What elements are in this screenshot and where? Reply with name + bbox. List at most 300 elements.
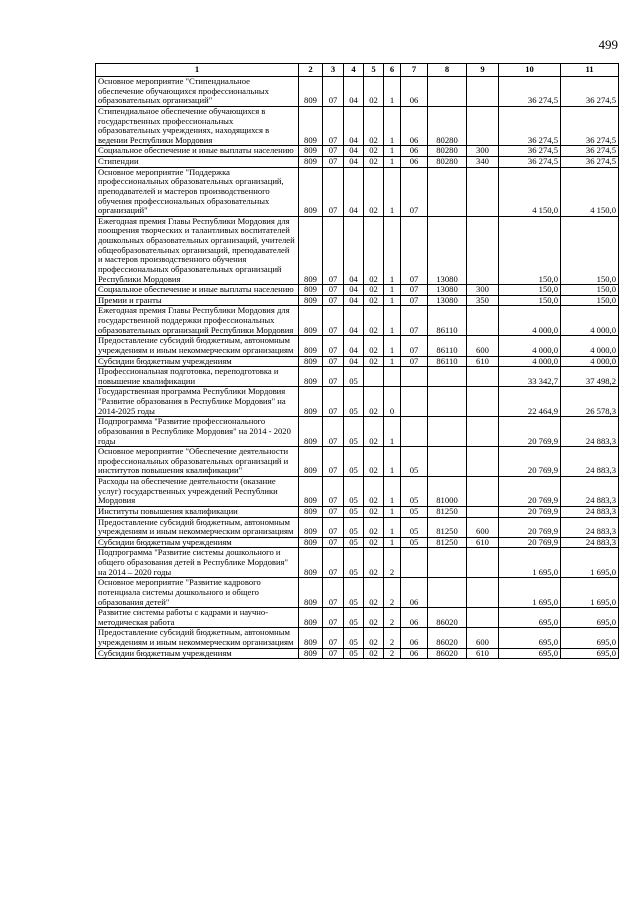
amount-year-1: 4 150,0 [499, 167, 561, 216]
row-name: Институты повышения квалификации [96, 506, 299, 517]
row-name: Субсидии бюджетным учреждениям [96, 537, 299, 548]
code-program: 02 [364, 608, 384, 628]
code-activity: 07 [401, 285, 428, 296]
row-name: Развитие системы работы с кадрами и научно-методическая работа [96, 608, 299, 628]
code-section: 07 [323, 548, 344, 578]
code-subsection: 04 [344, 356, 364, 367]
code-grbs: 809 [299, 608, 323, 628]
table-row [96, 306, 619, 336]
code-expense-type: 300 [467, 285, 499, 296]
code-program: 02 [364, 517, 384, 537]
code-expense-type [467, 417, 499, 447]
row-name: Ежегодная премия Главы Республики Мордовия для поощрения творческих и талантливых воспитателей дошкольных образовательных организаций, учителей общеобразовательных организаций, преподавателей и мастеров производственного обучения профессиональных образовательных организаций Республики Мордовия [96, 216, 299, 284]
code-section: 07 [323, 447, 344, 477]
amount-year-2: 24 883,3 [561, 537, 619, 548]
amount-year-2: 150,0 [561, 285, 619, 296]
code-subsection: 05 [344, 506, 364, 517]
amount-year-1: 36 274,5 [499, 77, 561, 107]
page-number: 499 [598, 37, 618, 52]
code-grbs: 809 [299, 77, 323, 107]
code-subprogram: 1 [384, 77, 401, 107]
code-section: 07 [323, 106, 344, 146]
code-subprogram: 1 [384, 447, 401, 477]
code-subprogram: 2 [384, 578, 401, 608]
code-section: 07 [323, 157, 344, 168]
amount-year-1: 695,0 [499, 628, 561, 648]
amount-year-1: 4 000,0 [499, 336, 561, 356]
code-direction: 81000 [428, 477, 467, 507]
amount-year-2: 36 274,5 [561, 157, 619, 168]
code-grbs: 809 [299, 477, 323, 507]
code-program: 02 [364, 295, 384, 306]
code-subprogram: 1 [384, 336, 401, 356]
row-name: Субсидии бюджетным учреждениям [96, 356, 299, 367]
code-grbs: 809 [299, 295, 323, 306]
amount-year-1: 36 274,5 [499, 106, 561, 146]
table-row [96, 506, 619, 517]
column-header: 9 [467, 64, 499, 77]
code-direction [428, 417, 467, 447]
amount-year-1: 1 695,0 [499, 578, 561, 608]
code-subprogram: 1 [384, 216, 401, 284]
code-subsection: 05 [344, 648, 364, 659]
code-subsection: 04 [344, 167, 364, 216]
code-program: 02 [364, 336, 384, 356]
code-expense-type [467, 506, 499, 517]
code-direction: 86020 [428, 608, 467, 628]
amount-year-2: 24 883,3 [561, 447, 619, 477]
code-expense-type [467, 306, 499, 336]
column-header: 8 [428, 64, 467, 77]
code-expense-type [467, 106, 499, 146]
amount-year-2: 4 000,0 [561, 356, 619, 367]
code-expense-type [467, 77, 499, 107]
column-header: 4 [344, 64, 364, 77]
code-activity: 06 [401, 578, 428, 608]
code-grbs: 809 [299, 167, 323, 216]
amount-year-1: 33 342,7 [499, 367, 561, 387]
table-row [96, 578, 619, 608]
code-grbs: 809 [299, 447, 323, 477]
code-activity: 07 [401, 336, 428, 356]
amount-year-1: 150,0 [499, 216, 561, 284]
code-section: 07 [323, 506, 344, 517]
table-row [96, 157, 619, 168]
code-direction: 80280 [428, 146, 467, 157]
code-activity: 05 [401, 537, 428, 548]
code-section: 07 [323, 295, 344, 306]
code-direction [428, 447, 467, 477]
code-section: 07 [323, 517, 344, 537]
row-name: Подпрограмма "Развитие системы дошкольного и общего образования детей в Республике Мордовия" на 2014 – 2020 годы [96, 548, 299, 578]
code-direction: 86020 [428, 648, 467, 659]
table-row [96, 517, 619, 537]
table-row [96, 356, 619, 367]
amount-year-1: 20 769,9 [499, 537, 561, 548]
code-program: 02 [364, 306, 384, 336]
code-section: 07 [323, 216, 344, 284]
code-grbs: 809 [299, 306, 323, 336]
code-section: 07 [323, 367, 344, 387]
code-section: 07 [323, 356, 344, 367]
code-program: 02 [364, 77, 384, 107]
table-row [96, 417, 619, 447]
code-activity: 05 [401, 447, 428, 477]
code-direction [428, 387, 467, 417]
table-row [96, 77, 619, 107]
amount-year-2: 36 274,5 [561, 146, 619, 157]
code-subprogram: 1 [384, 285, 401, 296]
code-expense-type [467, 216, 499, 284]
code-expense-type [467, 387, 499, 417]
code-program: 02 [364, 648, 384, 659]
code-subsection: 04 [344, 77, 364, 107]
code-direction [428, 548, 467, 578]
amount-year-1: 20 769,9 [499, 417, 561, 447]
code-section: 07 [323, 387, 344, 417]
table-row [96, 477, 619, 507]
code-section: 07 [323, 285, 344, 296]
code-subsection: 05 [344, 578, 364, 608]
row-name: Ежегодная премия Главы Республики Мордовия для государственной поддержки профессиональных образовательных организаций Республики Мордовия [96, 306, 299, 336]
code-subprogram: 2 [384, 628, 401, 648]
code-expense-type [467, 477, 499, 507]
code-direction: 86110 [428, 336, 467, 356]
row-name: Основное мероприятие "Поддержка профессиональных образовательных организаций, преподавателей и мастеров производственного обучения профессиональных образовательных организаций" [96, 167, 299, 216]
code-activity: 06 [401, 608, 428, 628]
code-subprogram: 1 [384, 295, 401, 306]
row-name: Профессиональная подготовка, переподготовка и повышение квалификации [96, 367, 299, 387]
code-section: 07 [323, 608, 344, 628]
column-header: 5 [364, 64, 384, 77]
code-activity: 05 [401, 477, 428, 507]
row-name: Социальное обеспечение и иные выплаты населению [96, 285, 299, 296]
code-direction: 13080 [428, 295, 467, 306]
code-activity: 07 [401, 356, 428, 367]
code-expense-type: 610 [467, 356, 499, 367]
amount-year-2: 37 498,2 [561, 367, 619, 387]
code-subsection: 05 [344, 608, 364, 628]
table-row [96, 608, 619, 628]
code-activity: 06 [401, 628, 428, 648]
amount-year-1: 20 769,9 [499, 447, 561, 477]
amount-year-1: 4 000,0 [499, 306, 561, 336]
code-activity: 06 [401, 106, 428, 146]
amount-year-1: 1 695,0 [499, 548, 561, 578]
amount-year-2: 36 274,5 [561, 77, 619, 107]
amount-year-1: 695,0 [499, 608, 561, 628]
code-activity: 07 [401, 167, 428, 216]
column-header: 11 [561, 64, 619, 77]
row-name: Стипендиальное обеспечение обучающихся в государственных профессиональных образовательных учреждениях, находящихся в ведении Республики Мордовия [96, 106, 299, 146]
table-row [96, 367, 619, 387]
amount-year-2: 24 883,3 [561, 506, 619, 517]
code-grbs: 809 [299, 648, 323, 659]
code-program: 02 [364, 285, 384, 296]
code-expense-type: 340 [467, 157, 499, 168]
table-row [96, 285, 619, 296]
code-expense-type: 600 [467, 336, 499, 356]
amount-year-1: 4 000,0 [499, 356, 561, 367]
code-subprogram: 1 [384, 506, 401, 517]
code-grbs: 809 [299, 517, 323, 537]
budget-table [95, 63, 619, 659]
row-name: Премии и гранты [96, 295, 299, 306]
code-subsection: 04 [344, 157, 364, 168]
code-activity [401, 367, 428, 387]
code-direction: 86020 [428, 628, 467, 648]
code-direction: 80280 [428, 106, 467, 146]
code-section: 07 [323, 477, 344, 507]
code-direction [428, 367, 467, 387]
amount-year-2: 24 883,3 [561, 477, 619, 507]
amount-year-2: 4 000,0 [561, 306, 619, 336]
code-subsection: 04 [344, 295, 364, 306]
table-body [96, 64, 619, 659]
code-activity [401, 417, 428, 447]
code-direction [428, 167, 467, 216]
amount-year-1: 695,0 [499, 648, 561, 659]
code-direction: 81250 [428, 537, 467, 548]
row-name: Субсидии бюджетным учреждениям [96, 648, 299, 659]
amount-year-1: 20 769,9 [499, 477, 561, 507]
amount-year-2: 24 883,3 [561, 517, 619, 537]
table-row [96, 628, 619, 648]
amount-year-2: 150,0 [561, 216, 619, 284]
code-expense-type [467, 367, 499, 387]
code-program: 02 [364, 548, 384, 578]
code-grbs: 809 [299, 336, 323, 356]
code-expense-type: 350 [467, 295, 499, 306]
code-subsection: 04 [344, 306, 364, 336]
row-name: Основное мероприятие "Обеспечение деятельности профессиональных образовательных организаций и институтов повышения квалификации" [96, 447, 299, 477]
code-activity: 07 [401, 306, 428, 336]
code-subprogram: 1 [384, 106, 401, 146]
code-program: 02 [364, 417, 384, 447]
code-activity: 06 [401, 146, 428, 157]
amount-year-2: 26 578,3 [561, 387, 619, 417]
code-subsection: 04 [344, 216, 364, 284]
code-direction: 86110 [428, 356, 467, 367]
code-direction: 13080 [428, 216, 467, 284]
table-row [96, 216, 619, 284]
code-section: 07 [323, 648, 344, 659]
code-subprogram: 1 [384, 477, 401, 507]
code-direction: 81250 [428, 506, 467, 517]
code-subsection: 05 [344, 477, 364, 507]
column-header: 10 [499, 64, 561, 77]
code-activity: 06 [401, 648, 428, 659]
row-name: Государственная программа Республики Мордовия "Развитие образования в Республике Мордовия" на 2014-2025 годы [96, 387, 299, 417]
code-subsection: 04 [344, 146, 364, 157]
code-expense-type [467, 447, 499, 477]
code-grbs: 809 [299, 157, 323, 168]
code-subsection: 04 [344, 106, 364, 146]
code-program: 02 [364, 356, 384, 367]
code-expense-type [467, 608, 499, 628]
code-activity: 06 [401, 77, 428, 107]
code-program: 02 [364, 167, 384, 216]
table-row [96, 146, 619, 157]
amount-year-1: 20 769,9 [499, 506, 561, 517]
code-subsection: 05 [344, 537, 364, 548]
code-grbs: 809 [299, 285, 323, 296]
code-subprogram: 2 [384, 548, 401, 578]
row-name: Подпрограмма "Развитие профессионального образования в Республике Мордовия" на 2014 - 2020 годы [96, 417, 299, 447]
code-grbs: 809 [299, 548, 323, 578]
table-row [96, 648, 619, 659]
code-activity: 05 [401, 517, 428, 537]
code-direction: 81250 [428, 517, 467, 537]
code-section: 07 [323, 628, 344, 648]
table-row [96, 167, 619, 216]
row-name: Расходы на обеспечение деятельности (оказание услуг) государственных учреждений Республики Мордовия [96, 477, 299, 507]
code-subprogram: 1 [384, 146, 401, 157]
code-program: 02 [364, 506, 384, 517]
amount-year-1: 20 769,9 [499, 517, 561, 537]
amount-year-2: 24 883,3 [561, 417, 619, 447]
row-name: Основное мероприятие "Развитие кадрового потенциала системы дошкольного и общего образования детей" [96, 578, 299, 608]
code-grbs: 809 [299, 578, 323, 608]
code-expense-type: 610 [467, 648, 499, 659]
code-grbs: 809 [299, 387, 323, 417]
code-program: 02 [364, 387, 384, 417]
code-program [364, 367, 384, 387]
code-activity: 07 [401, 295, 428, 306]
code-direction: 13080 [428, 285, 467, 296]
column-header: 2 [299, 64, 323, 77]
code-program: 02 [364, 537, 384, 548]
code-section: 07 [323, 306, 344, 336]
code-grbs: 809 [299, 356, 323, 367]
code-direction: 80280 [428, 157, 467, 168]
amount-year-2: 695,0 [561, 608, 619, 628]
code-section: 07 [323, 417, 344, 447]
code-subsection: 04 [344, 285, 364, 296]
row-name: Основное мероприятие "Стипендиальное обеспечение обучающихся профессиональных образовательных организаций" [96, 77, 299, 107]
code-expense-type: 610 [467, 537, 499, 548]
code-program: 02 [364, 157, 384, 168]
code-grbs: 809 [299, 628, 323, 648]
amount-year-2: 150,0 [561, 295, 619, 306]
code-subsection: 05 [344, 367, 364, 387]
code-expense-type: 300 [467, 146, 499, 157]
code-subsection: 05 [344, 387, 364, 417]
table-row [96, 548, 619, 578]
code-activity: 06 [401, 157, 428, 168]
code-grbs: 809 [299, 417, 323, 447]
code-subprogram: 1 [384, 306, 401, 336]
code-grbs: 809 [299, 146, 323, 157]
amount-year-2: 36 274,5 [561, 106, 619, 146]
code-subprogram: 0 [384, 387, 401, 417]
code-activity [401, 387, 428, 417]
code-section: 07 [323, 336, 344, 356]
header-row [96, 64, 619, 77]
code-subsection: 04 [344, 336, 364, 356]
amount-year-2: 695,0 [561, 628, 619, 648]
code-section: 07 [323, 537, 344, 548]
code-section: 07 [323, 578, 344, 608]
code-subsection: 05 [344, 628, 364, 648]
code-subsection: 05 [344, 548, 364, 578]
code-subprogram: 1 [384, 157, 401, 168]
code-expense-type [467, 548, 499, 578]
code-subprogram: 1 [384, 417, 401, 447]
code-activity: 07 [401, 216, 428, 284]
code-grbs: 809 [299, 537, 323, 548]
amount-year-1: 150,0 [499, 295, 561, 306]
code-direction: 86110 [428, 306, 467, 336]
code-section: 07 [323, 167, 344, 216]
code-direction [428, 77, 467, 107]
table-row [96, 537, 619, 548]
code-expense-type [467, 578, 499, 608]
code-subsection: 05 [344, 517, 364, 537]
code-program: 02 [364, 447, 384, 477]
column-header: 7 [401, 64, 428, 77]
column-header: 6 [384, 64, 401, 77]
code-activity: 05 [401, 506, 428, 517]
code-subprogram: 2 [384, 608, 401, 628]
code-subprogram: 1 [384, 517, 401, 537]
code-section: 07 [323, 77, 344, 107]
code-expense-type: 600 [467, 517, 499, 537]
table-row [96, 447, 619, 477]
table-row [96, 295, 619, 306]
code-subsection: 05 [344, 417, 364, 447]
amount-year-2: 695,0 [561, 648, 619, 659]
amount-year-2: 4 150,0 [561, 167, 619, 216]
code-grbs: 809 [299, 367, 323, 387]
amount-year-2: 1 695,0 [561, 548, 619, 578]
code-program: 02 [364, 477, 384, 507]
code-subprogram [384, 367, 401, 387]
amount-year-1: 22 464,9 [499, 387, 561, 417]
code-subprogram: 1 [384, 537, 401, 548]
code-expense-type: 600 [467, 628, 499, 648]
amount-year-2: 4 000,0 [561, 336, 619, 356]
code-direction [428, 578, 467, 608]
code-program: 02 [364, 146, 384, 157]
amount-year-2: 1 695,0 [561, 578, 619, 608]
row-name: Предоставление субсидий бюджетным, автономным учреждениям и иным некоммерческим организациям [96, 517, 299, 537]
code-subprogram: 1 [384, 356, 401, 367]
code-expense-type [467, 167, 499, 216]
column-header: 3 [323, 64, 344, 77]
code-program: 02 [364, 578, 384, 608]
code-program: 02 [364, 216, 384, 284]
table-row [96, 336, 619, 356]
code-activity [401, 548, 428, 578]
code-subsection: 05 [344, 447, 364, 477]
row-name: Социальное обеспечение и иные выплаты населению [96, 146, 299, 157]
row-name: Предоставление субсидий бюджетным, автономным учреждениям и иным некоммерческим организациям [96, 628, 299, 648]
table-row [96, 387, 619, 417]
code-program: 02 [364, 628, 384, 648]
code-grbs: 809 [299, 106, 323, 146]
amount-year-1: 36 274,5 [499, 146, 561, 157]
code-subprogram: 1 [384, 167, 401, 216]
code-program: 02 [364, 106, 384, 146]
code-grbs: 809 [299, 216, 323, 284]
code-subprogram: 2 [384, 648, 401, 659]
amount-year-1: 150,0 [499, 285, 561, 296]
row-name: Предоставление субсидий бюджетным, автономным учреждениям и иным некоммерческим организациям [96, 336, 299, 356]
column-header: 1 [96, 64, 299, 77]
table-row [96, 106, 619, 146]
row-name: Стипендии [96, 157, 299, 168]
